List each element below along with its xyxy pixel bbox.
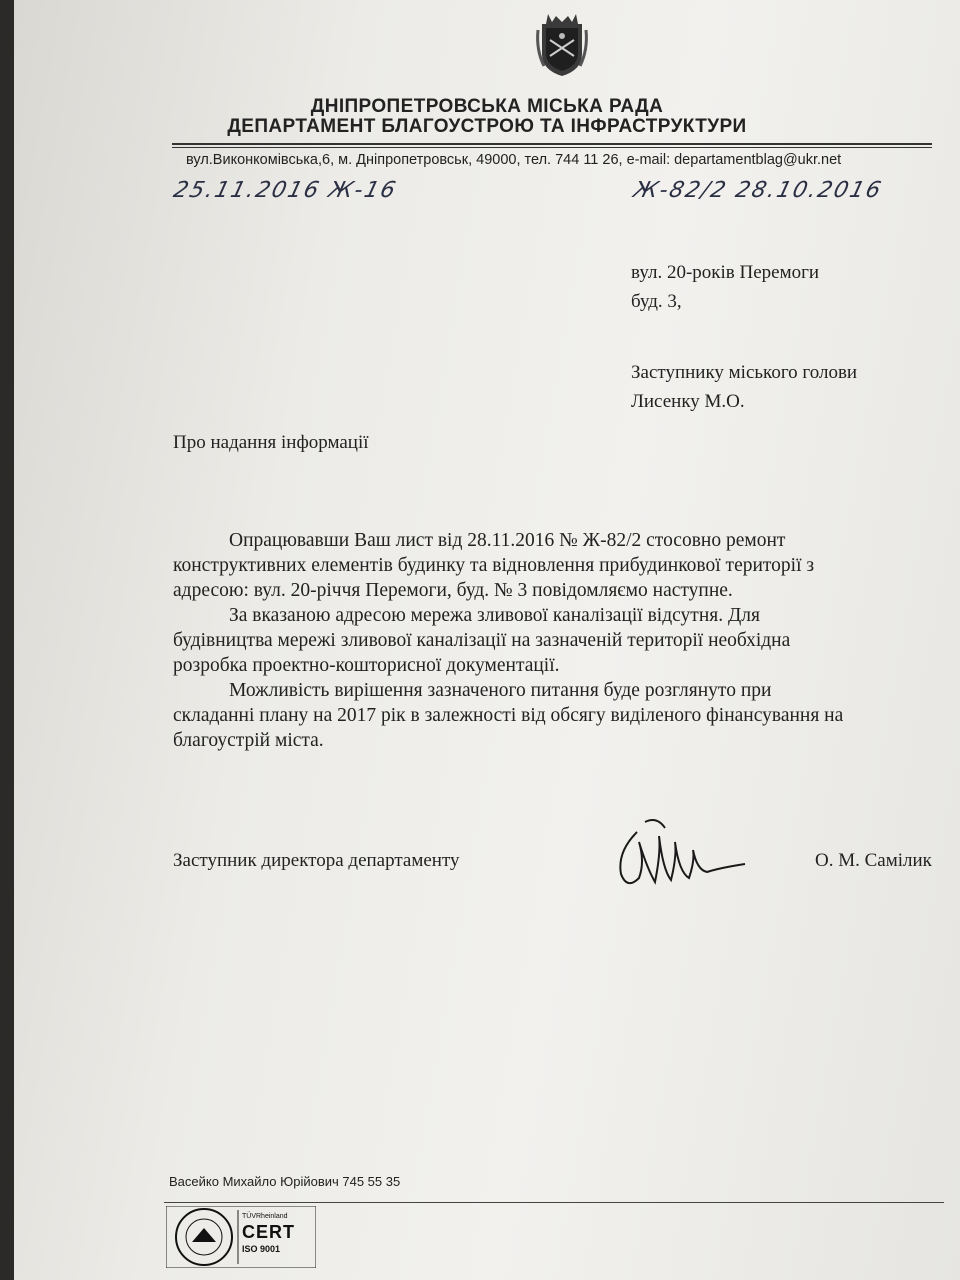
body-line: Опрацювавши Ваш лист від 28.11.2016 № Ж-82/2 стосовно ремонт xyxy=(229,530,786,551)
recipient-address xyxy=(631,258,819,316)
header-divider-thin xyxy=(172,147,932,148)
body-line: адресою: вул. 20-річчя Перемоги, буд. № 3 повідомляємо наступне. xyxy=(173,580,733,601)
letter-sheet xyxy=(14,0,960,1280)
body-line: конструктивних елементів будинку та відновлення прибудинкової території з xyxy=(173,555,815,576)
cert-standard: ISO 9001 xyxy=(242,1244,281,1254)
department-address: вул.Виконкомівська,6, м. Дніпропетровськ, 49000, тел. 744 11 26, e-mail: departamentblag@ukr.net xyxy=(186,152,842,168)
body-line: благоустрій міста. xyxy=(173,730,324,751)
cert-word: CERT xyxy=(242,1222,295,1242)
signatory-position: Заступник директора департаменту xyxy=(173,850,460,871)
recipient-address-building: буд. 3, xyxy=(631,291,682,312)
signatory-name: О. М. Самілик xyxy=(815,850,932,871)
addressee-name: Лисенку М.О. xyxy=(631,391,745,412)
letter-body xyxy=(173,528,960,753)
letter-subject: Про надання інформації xyxy=(173,432,369,453)
header-divider xyxy=(172,143,932,145)
city-coat-of-arms-icon xyxy=(534,10,590,78)
addressee xyxy=(631,358,857,416)
executor-contact: Васейко Михайло Юрійович 745 55 35 xyxy=(169,1174,401,1189)
body-line: будівництва мережі зливової каналізації на зазначеній території необхідна xyxy=(173,630,791,651)
body-line: За вказаною адресою мережа зливової каналізації відсутня. Для xyxy=(229,605,760,626)
outgoing-registration-number: 25.11.2016 Ж-16 xyxy=(170,178,400,203)
recipient-address-street: вул. 20-років Перемоги xyxy=(631,262,820,283)
footer-divider xyxy=(164,1202,944,1203)
department-name: ДЕПАРТАМЕНТ БЛАГОУСТРОЮ ТА ІНФРАСТРУКТУРИ xyxy=(227,116,747,137)
handwritten-signature-icon xyxy=(599,812,749,902)
cert-brand: TÜVRheinland xyxy=(242,1213,288,1220)
body-line: складанні плану на 2017 рік в залежності від обсягу виділеного фінансування на xyxy=(173,705,844,726)
organization-name: ДНІПРОПЕТРОВСЬКА МІСЬКА РАДА xyxy=(310,96,664,117)
body-line: Можливість вирішення зазначеного питання буде розглянуто при xyxy=(229,680,772,701)
body-line: розробка проектно-кошторисної документації. xyxy=(173,655,560,676)
addressee-position: Заступнику міського голови xyxy=(631,362,858,383)
incoming-registration-number: Ж-82/2 28.10.2016 xyxy=(630,178,886,203)
